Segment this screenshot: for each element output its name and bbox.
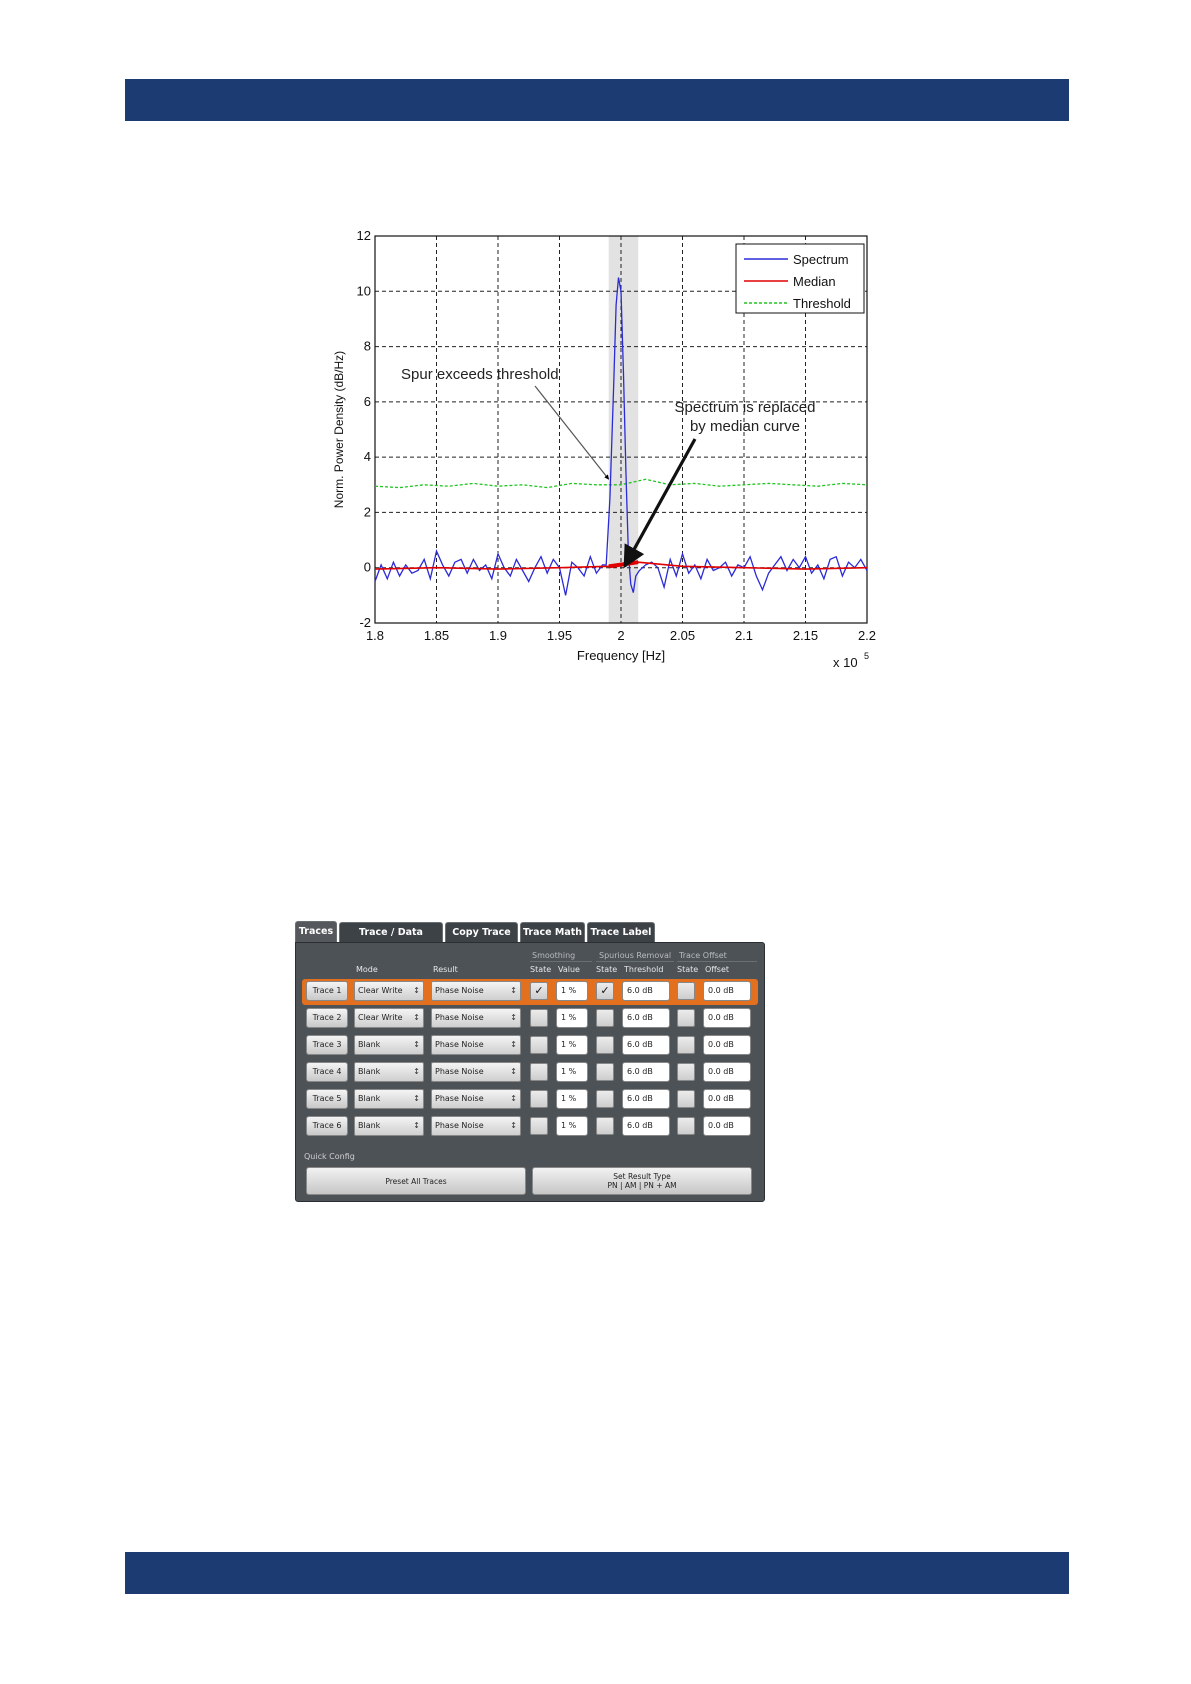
tab-trace-data-export[interactable]: Trace / Data — [339, 922, 443, 942]
set-result-type-button[interactable] — [532, 1167, 752, 1195]
spur-removal-chart — [320, 225, 880, 670]
trace-row — [304, 981, 756, 1003]
mode-select[interactable]: Blank ↕ — [354, 1089, 424, 1109]
spur-threshold-field[interactable]: 6.0 dB — [622, 1116, 670, 1136]
mode-dropdown-icon: ↕ — [413, 1040, 420, 1049]
offset-value-field[interactable]: 0.0 dB — [703, 1089, 751, 1109]
column-smoothing-value: Value — [558, 965, 580, 974]
y-tick-label: 2 — [363, 504, 371, 520]
offset-state-checkbox[interactable] — [677, 1090, 695, 1108]
offset-group-line — [677, 961, 757, 962]
result-dropdown-icon: ↕ — [510, 1121, 517, 1130]
mode-dropdown-icon: ↕ — [413, 986, 420, 995]
y-tick-label: 10 — [356, 283, 371, 299]
offset-value-field[interactable]: 0.0 dB — [703, 1008, 751, 1028]
spur-removal-state-checkbox[interactable] — [596, 1009, 614, 1027]
result-dropdown-icon: ↕ — [510, 1013, 517, 1022]
annotation-spur: Spur exceeds threshold — [401, 366, 559, 383]
result-select[interactable]: Phase Noise ↕ — [431, 1116, 521, 1136]
column-spur-threshold: Threshold — [624, 965, 664, 974]
annotation-replaced-line1: Spectrum is replaced — [674, 399, 816, 416]
offset-value-field[interactable]: 0.0 dB — [703, 1035, 751, 1055]
x-tick-label: 2.15 — [792, 628, 819, 643]
y-tick-label: 6 — [363, 393, 371, 409]
mode-dropdown-icon: ↕ — [413, 1121, 420, 1130]
y-tick-label: 4 — [363, 449, 371, 465]
mode-select[interactable]: Blank ↕ — [354, 1116, 424, 1136]
tab-trace-label[interactable]: Trace Label — [587, 922, 655, 942]
spur-threshold-field[interactable]: 6.0 dB — [622, 981, 670, 1001]
y-tick-label: -2 — [359, 615, 371, 630]
mode-select[interactable]: Clear Write ↕ — [354, 981, 424, 1001]
trace-row — [304, 1089, 756, 1111]
result-select[interactable]: Phase Noise ↕ — [431, 1062, 521, 1082]
column-mode: Mode — [356, 965, 378, 974]
offset-state-checkbox[interactable] — [677, 1117, 695, 1135]
trace-button[interactable]: Trace 1 — [306, 981, 348, 1001]
y-tick-label: 0 — [363, 559, 371, 575]
trace-button[interactable]: Trace 4 — [306, 1062, 348, 1082]
set-result-type-options: PN | AM | PN + AM — [607, 1181, 677, 1190]
legend-label: Spectrum — [793, 252, 849, 267]
x-tick-label: 1.95 — [546, 628, 573, 643]
offset-state-checkbox[interactable] — [677, 1036, 695, 1054]
offset-value-field[interactable]: 0.0 dB — [703, 1116, 751, 1136]
trace-row — [304, 1116, 756, 1138]
legend-label: Threshold — [793, 296, 851, 311]
trace-row — [304, 1035, 756, 1057]
x-tick-label: 2.2 — [857, 628, 877, 643]
result-select[interactable]: Phase Noise ↕ — [431, 1035, 521, 1055]
trace-offset-group-label: Trace Offset — [679, 951, 727, 960]
traces-panel — [295, 942, 765, 1202]
quick-config-label: Quick Config — [304, 1152, 355, 1161]
smoothing-group-label: Smoothing — [532, 951, 576, 960]
x-tick-label: 2 — [617, 628, 625, 643]
spur-removal-state-checkbox[interactable]: ✓ — [596, 982, 614, 1000]
smoothing-group-line — [530, 961, 592, 962]
trace-row — [304, 1008, 756, 1030]
spurious-removal-group-label: Spurious Removal — [599, 951, 672, 960]
spurious-group-line — [596, 961, 674, 962]
x-tick-label: 2.1 — [734, 628, 754, 643]
y-tick-label: 8 — [363, 338, 371, 354]
trace-button[interactable]: Trace 3 — [306, 1035, 348, 1055]
column-smoothing-state: State — [530, 965, 552, 974]
result-select[interactable]: Phase Noise ↕ — [431, 981, 521, 1001]
result-dropdown-icon: ↕ — [510, 1067, 517, 1076]
offset-state-checkbox[interactable] — [677, 1009, 695, 1027]
legend-label: Median — [793, 274, 836, 289]
smoothing-state-checkbox[interactable] — [530, 1117, 548, 1135]
smoothing-value-field[interactable]: 1 % — [556, 1116, 588, 1136]
column-spur-state: State — [596, 965, 618, 974]
tab-copy-trace[interactable]: Copy Trace — [445, 922, 518, 942]
smoothing-state-checkbox[interactable] — [530, 1063, 548, 1081]
tab-traces[interactable]: Traces — [295, 921, 337, 943]
mode-select[interactable]: Clear Write ↕ — [354, 1008, 424, 1028]
x-multiplier-exponent: 5 — [864, 651, 870, 661]
trace-row — [304, 1062, 756, 1084]
x-tick-label: 2.05 — [669, 628, 696, 643]
smoothing-state-checkbox[interactable] — [530, 1090, 548, 1108]
spur-removal-state-checkbox[interactable] — [596, 1090, 614, 1108]
set-result-type-title: Set Result Type — [613, 1172, 671, 1181]
result-dropdown-icon: ↕ — [510, 986, 517, 995]
smoothing-value-field[interactable]: 1 % — [556, 981, 588, 1001]
traces-dialog — [295, 922, 765, 1202]
y-axis-label: Norm. Power Density (dB/Hz) — [332, 350, 346, 509]
mode-dropdown-icon: ↕ — [413, 1094, 420, 1103]
spur-threshold-field[interactable]: 6.0 dB — [622, 1062, 670, 1082]
column-offset-state: State — [677, 965, 699, 974]
spur-threshold-field[interactable]: 6.0 dB — [622, 1035, 670, 1055]
spur-threshold-field[interactable]: 6.0 dB — [622, 1089, 670, 1109]
smoothing-state-checkbox[interactable] — [530, 1009, 548, 1027]
mode-select[interactable]: Blank ↕ — [354, 1035, 424, 1055]
x-multiplier: x 10 — [833, 655, 858, 670]
smoothing-value-field[interactable]: 1 % — [556, 1008, 588, 1028]
x-tick-label: 1.85 — [423, 628, 450, 643]
x-tick-label: 1.9 — [488, 628, 508, 643]
mode-dropdown-icon: ↕ — [413, 1067, 420, 1076]
footer-bar — [125, 1552, 1069, 1594]
x-tick-label: 1.8 — [365, 628, 385, 643]
trace-button[interactable]: Trace 5 — [306, 1089, 348, 1109]
smoothing-state-checkbox[interactable]: ✓ — [530, 982, 548, 1000]
result-select[interactable]: Phase Noise ↕ — [431, 1089, 521, 1109]
offset-state-checkbox[interactable] — [677, 1063, 695, 1081]
mode-select[interactable]: Blank ↕ — [354, 1062, 424, 1082]
smoothing-value-field[interactable]: 1 % — [556, 1062, 588, 1082]
result-dropdown-icon: ↕ — [510, 1094, 517, 1103]
spur-removal-state-checkbox[interactable] — [596, 1117, 614, 1135]
annotation-replaced-line2: by median curve — [689, 418, 801, 435]
annotation-spur-arrow — [535, 386, 609, 479]
spur-removal-state-checkbox[interactable] — [596, 1036, 614, 1054]
offset-state-checkbox[interactable] — [677, 982, 695, 1000]
mode-dropdown-icon: ↕ — [413, 1013, 420, 1022]
y-tick-label: 12 — [356, 228, 371, 243]
spur-threshold-field[interactable]: 6.0 dB — [622, 1008, 670, 1028]
trace-button[interactable]: Trace 6 — [306, 1116, 348, 1136]
offset-value-field[interactable]: 0.0 dB — [703, 981, 751, 1001]
x-axis-label: Frequency [Hz] — [576, 648, 666, 663]
offset-value-field[interactable]: 0.0 dB — [703, 1062, 751, 1082]
smoothing-value-field[interactable]: 1 % — [556, 1035, 588, 1055]
result-dropdown-icon: ↕ — [510, 1040, 517, 1049]
tab-strip — [295, 922, 765, 942]
result-select[interactable]: Phase Noise ↕ — [431, 1008, 521, 1028]
smoothing-state-checkbox[interactable] — [530, 1036, 548, 1054]
preset-all-traces-button[interactable] — [306, 1167, 526, 1195]
header-bar — [125, 79, 1069, 121]
column-offset: Offset — [705, 965, 730, 974]
smoothing-value-field[interactable]: 1 % — [556, 1089, 588, 1109]
spur-removal-state-checkbox[interactable] — [596, 1063, 614, 1081]
preset-all-traces-label: Preset All Traces — [385, 1176, 447, 1186]
column-result: Result — [433, 965, 458, 974]
trace-button[interactable]: Trace 2 — [306, 1008, 348, 1028]
tab-trace-math[interactable]: Trace Math — [520, 922, 585, 942]
